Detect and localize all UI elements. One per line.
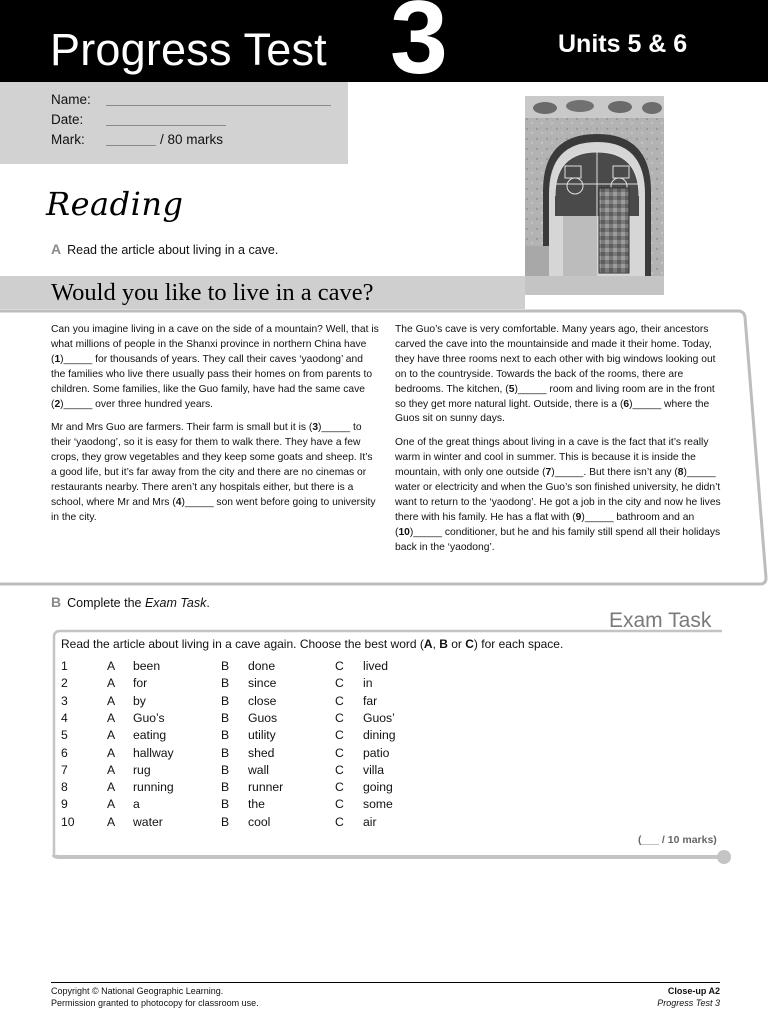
exam-option-row	[61, 659, 561, 676]
option-letter-a: A	[107, 797, 116, 812]
option-c[interactable]: villa	[363, 762, 384, 777]
option-letter-b: B	[221, 745, 230, 760]
exam-marks: (___ / 10 marks)	[638, 834, 717, 846]
part-b-letter: B	[51, 594, 62, 610]
exam-option-row	[61, 780, 561, 797]
reading-heading: Reading	[46, 185, 184, 223]
option-c[interactable]: Guos’	[363, 710, 395, 725]
option-letter-a: A	[107, 728, 116, 743]
article-paragraph: Can you imagine living in a cave on the side of a mountain? Well, that is what millions of people in the Shanxi province in northern China have (1)_____ for thousands of years. They call their caves ‘yaodong’ and the families who live there usually pass their homes on from parents to children. Some families, like the Guo family, have had the same cave (2)_____ over three hundred years.	[51, 324, 379, 410]
footer-divider	[51, 982, 720, 983]
option-letter-c: C	[335, 710, 344, 725]
option-a[interactable]: been	[133, 659, 161, 673]
course-name: Close-up A2	[667, 986, 720, 996]
exam-option-row	[61, 728, 561, 745]
mark-label: Mark:	[51, 132, 85, 147]
exam-option-row	[61, 711, 561, 728]
option-a[interactable]: by	[133, 693, 146, 708]
option-letter-c: C	[335, 814, 344, 829]
option-c[interactable]: some	[363, 797, 393, 812]
part-a-text: Read the article about living in a cave.	[67, 243, 279, 257]
question-number: 5	[61, 728, 68, 743]
article-paragraph: One of the great things about living in a cave is the fact that it’s really warm in winter and cool in summer. This is because it is inside the mountain, with only one outside (7)_____. But there isn’t any (8)_____ water or electricity and when the Guo’s son finished university, he didn’t want to return to the ‘yaodong’. He got a job in the city and now he lives there with his family. He has a flat with (9)_____ bathroom and an (10)_____ conditioner, but he and his family still spend all their holidays back in the ‘yaodong’.	[395, 437, 721, 553]
exam-option-row	[61, 763, 561, 780]
part-b-emphasis: Exam Task	[144, 596, 207, 610]
name-field[interactable]	[106, 105, 331, 106]
option-letter-a: A	[107, 780, 116, 795]
cave-illustration	[525, 96, 664, 295]
units-label: Units 5 & 6	[558, 30, 688, 58]
option-c[interactable]: going	[363, 780, 393, 795]
article-title: Would you like to live in a cave?	[51, 279, 374, 306]
question-number: 9	[61, 797, 68, 812]
option-a[interactable]: rug	[133, 762, 151, 777]
option-a[interactable]: running	[133, 780, 174, 795]
option-letter-b: B	[221, 710, 230, 725]
part-b-text: Complete the	[67, 596, 145, 610]
question-number: 3	[61, 693, 68, 708]
option-b[interactable]: done	[248, 659, 276, 673]
option-c[interactable]: patio	[363, 745, 390, 760]
option-letter-c: C	[335, 659, 344, 673]
option-c[interactable]: lived	[363, 659, 389, 673]
exam-option-row	[61, 676, 561, 693]
option-a[interactable]: water	[133, 814, 163, 829]
exam-option-row	[61, 746, 561, 763]
option-letter-b: B	[221, 676, 230, 691]
article-paragraph: The Guo’s cave is very comfortable. Many years ago, their ancestors carved the cave into the mountainside and made it their home. Today, they have three rooms next to each other with big windows looking out on to the countryside. Towards the back of the rooms, there are bedrooms. The kitchen, (5)_____ room and living room are in the front so they get more natural light. Outside, there is a (6)_____ where the Guos sit on sunny days.	[395, 324, 716, 425]
option-letter-c: C	[335, 676, 344, 691]
question-number: 7	[61, 762, 68, 777]
article-left-column	[51, 323, 380, 535]
option-a[interactable]: eating	[133, 728, 167, 743]
exam-task-heading: Exam Task	[609, 609, 712, 632]
page-title: Progress Test	[50, 24, 327, 75]
part-b-instruction	[51, 594, 210, 610]
question-number: 1	[61, 659, 68, 673]
option-b[interactable]: utility	[248, 728, 276, 743]
option-letter-a: A	[107, 762, 116, 777]
option-letter-b: B	[221, 797, 230, 812]
option-letter-c: C	[335, 780, 344, 795]
date-label: Date:	[51, 112, 84, 127]
exam-option-row	[61, 694, 561, 711]
exam-option-row	[61, 815, 561, 832]
footer-course	[657, 985, 720, 1009]
option-a[interactable]: Guo’s	[133, 710, 165, 725]
part-b-period: .	[206, 596, 210, 610]
option-b[interactable]: Guos	[248, 710, 278, 725]
option-c[interactable]: in	[363, 676, 373, 691]
question-number: 4	[61, 710, 68, 725]
option-letter-c: C	[335, 762, 344, 777]
article-paragraph: Mr and Mrs Guo are farmers. Their farm is small but it is (3)_____ to their ‘yaodong’, so it is easy for them to walk there. They have a few crops, they grow vegetables and they keep some goats and sheep. It’s a good life, but it’s far away from the city and there are no cinemas or restaurants nearby. There aren’t any hospitals either, but there is a school, where Mr and Mrs (4)_____ son went before going to university in the city.	[51, 422, 376, 523]
mark-total: / 80 marks	[160, 132, 224, 147]
part-a-letter: A	[51, 241, 62, 257]
part-a-instruction	[51, 241, 278, 257]
option-a[interactable]: a	[133, 797, 140, 812]
option-b[interactable]: shed	[248, 745, 275, 760]
option-b[interactable]: cool	[248, 814, 271, 829]
test-number: 3	[390, 0, 448, 96]
option-b[interactable]: the	[248, 797, 265, 812]
option-letter-a: A	[107, 745, 116, 760]
option-letter-a: A	[107, 814, 116, 829]
option-letter-b: B	[221, 814, 230, 829]
option-letter-a: A	[107, 659, 116, 673]
option-letter-c: C	[335, 728, 344, 743]
option-b[interactable]: runner	[248, 780, 284, 795]
option-letter-c: C	[335, 745, 344, 760]
option-b[interactable]: close	[248, 693, 277, 708]
article-right-column	[395, 323, 727, 565]
option-c[interactable]: air	[363, 814, 377, 829]
option-c[interactable]: dining	[363, 728, 396, 743]
option-b[interactable]: wall	[248, 762, 269, 777]
permission-text: Permission granted to photocopy for classroom use.	[51, 998, 259, 1008]
option-c[interactable]: far	[363, 693, 378, 708]
exam-option-row	[61, 797, 561, 814]
date-field[interactable]	[106, 125, 226, 126]
option-letter-b: B	[221, 693, 230, 708]
option-a[interactable]: for	[133, 676, 148, 691]
question-number: 6	[61, 745, 68, 760]
option-letter-a: A	[107, 693, 116, 708]
option-letter-b: B	[221, 780, 230, 795]
cave-photo	[525, 96, 664, 295]
option-letter-a: A	[107, 676, 116, 691]
question-number: 8	[61, 780, 68, 795]
question-number: 2	[61, 676, 68, 691]
copyright-text: Copyright © National Geographic Learning.	[51, 986, 224, 996]
option-letter-a: A	[107, 710, 116, 725]
option-a[interactable]: hallway	[133, 745, 174, 760]
exam-instruction: Read the article about living in a cave again. Choose the best word (A, B or C) for each space.	[61, 637, 564, 651]
option-letter-b: B	[221, 728, 230, 743]
option-letter-b: B	[221, 659, 230, 673]
question-number: 10	[61, 814, 75, 829]
option-letter-c: C	[335, 693, 344, 708]
mark-field[interactable]	[106, 145, 156, 146]
footer-copyright	[51, 985, 259, 1009]
name-label: Name:	[51, 92, 91, 107]
option-letter-b: B	[221, 762, 230, 777]
option-b[interactable]: since	[248, 676, 277, 691]
test-name: Progress Test 3	[657, 998, 720, 1008]
option-letter-c: C	[335, 797, 344, 812]
